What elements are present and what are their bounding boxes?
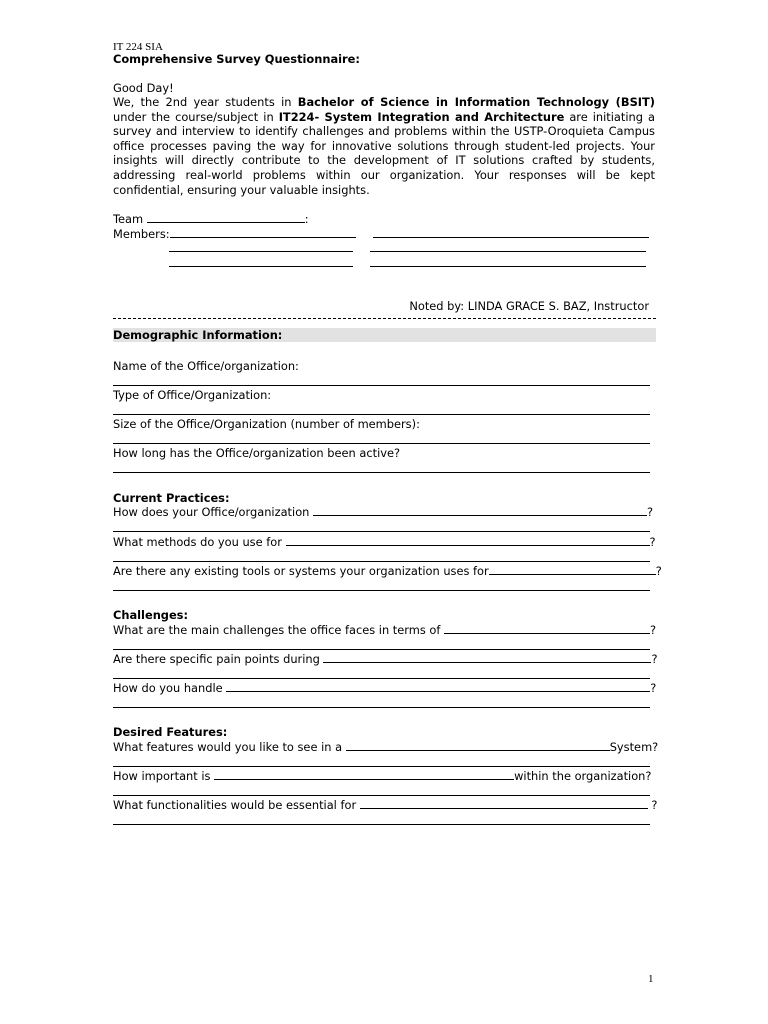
intro-text-e: are initiating a survey and interview to identify challenges and problems within the USTP-Oroquieta Campus office processes paving the way for innovative solutions through student-led projects. Your insights will directly contribute to the development of IT solutions crafted by students, addressing real-world problems within our organization. Your responses will be kept confidential, ensuring your valuable insights.: [113, 109, 655, 197]
practices-question-3: [113, 564, 662, 579]
dashed-separator: [113, 318, 656, 319]
features-question-2: [113, 769, 656, 784]
intro-text-a: We, the 2nd year students in: [113, 95, 298, 109]
member-field-6[interactable]: [370, 256, 646, 267]
answer-blank[interactable]: [360, 798, 648, 809]
question-mark: ?: [649, 535, 656, 549]
answer-line[interactable]: [113, 824, 650, 825]
demographic-question-2: Type of Office/Organization:: [113, 388, 272, 402]
answer-blank[interactable]: [444, 623, 650, 634]
demographic-question-1: Name of the Office/organization:: [113, 359, 299, 373]
answer-line[interactable]: [113, 766, 650, 767]
demographic-question-4: How long has the Office/organization been active?: [113, 446, 401, 460]
answer-line[interactable]: [113, 795, 650, 796]
member-field-1[interactable]: [170, 227, 356, 238]
challenges-question-3-text: How do you handle: [113, 681, 223, 695]
answer-blank[interactable]: [323, 652, 651, 663]
intro-program-name: Bachelor of Science in Information Technology (BSIT): [297, 95, 655, 109]
page-number: 1: [648, 973, 654, 985]
question-mark: ?: [651, 798, 658, 812]
features-question-2-text: How important is: [113, 769, 211, 783]
question-mark: ?: [647, 505, 654, 519]
features-question-3-text: What functionalities would be essential for: [113, 798, 357, 812]
features-question-2-suffix: within the organization?: [514, 769, 652, 783]
answer-line[interactable]: [113, 590, 650, 591]
challenges-heading: Challenges:: [113, 608, 189, 622]
members-row-1: [113, 227, 656, 242]
team-colon: :: [304, 212, 309, 226]
member-field-2[interactable]: [373, 227, 649, 238]
challenges-question-2: [113, 652, 656, 667]
member-field-3[interactable]: [169, 241, 353, 252]
practices-question-2-text: What methods do you use for: [113, 535, 282, 549]
features-question-1-text: What features would you like to see in a: [113, 740, 343, 754]
team-name-field[interactable]: [147, 212, 305, 223]
demographic-question-3: Size of the Office/Organization (number of members):: [113, 417, 420, 431]
answer-line[interactable]: [113, 531, 650, 532]
answer-line[interactable]: [113, 443, 650, 444]
course-code: IT 224 SIA: [113, 41, 163, 53]
practices-question-1-text: How does your Office/organization: [113, 505, 310, 519]
practices-question-3-text: Are there any existing tools or systems your organization uses for: [113, 564, 489, 578]
answer-blank[interactable]: [226, 681, 650, 692]
team-label: Team: [113, 212, 144, 226]
answer-blank[interactable]: [489, 564, 656, 575]
greeting: Good Day!: [113, 81, 174, 95]
challenges-question-1-text: What are the main challenges the office faces in terms of: [113, 623, 441, 637]
team-row: [113, 212, 656, 227]
answer-blank[interactable]: [286, 535, 650, 546]
question-mark: ?: [655, 564, 662, 578]
answer-blank[interactable]: [214, 769, 514, 780]
intro-text-c: under the course/subject in: [113, 109, 279, 124]
challenges-question-3: [113, 681, 656, 696]
noted-by: Noted by: LINDA GRACE S. BAZ, Instructor: [409, 299, 649, 313]
intro-paragraph: [113, 95, 655, 197]
answer-line[interactable]: [113, 561, 650, 562]
answer-line[interactable]: [113, 472, 650, 473]
challenges-question-1: [113, 623, 656, 638]
current-practices-heading: Current Practices:: [113, 491, 230, 505]
intro-subject-name: IT224- System Integration and Architecture: [278, 109, 565, 124]
features-question-3: [113, 798, 656, 813]
answer-blank[interactable]: [346, 740, 610, 751]
answer-line[interactable]: [113, 707, 650, 708]
answer-blank[interactable]: [313, 505, 647, 516]
features-question-1-suffix: System?: [609, 740, 659, 754]
page-title: Comprehensive Survey Questionnaire:: [113, 52, 360, 66]
desired-features-heading: Desired Features:: [113, 725, 228, 739]
answer-line[interactable]: [113, 414, 650, 415]
challenges-question-2-text: Are there specific pain points during: [113, 652, 320, 666]
member-field-4[interactable]: [370, 241, 646, 252]
answer-line[interactable]: [113, 385, 650, 386]
demographic-heading: Demographic Information:: [113, 328, 283, 342]
question-mark: ?: [650, 681, 657, 695]
answer-line[interactable]: [113, 649, 650, 650]
question-mark: ?: [651, 652, 658, 666]
features-question-1: [113, 740, 659, 755]
member-field-5[interactable]: [169, 256, 353, 267]
members-label: Members:: [113, 227, 170, 241]
question-mark: ?: [650, 623, 657, 637]
answer-line[interactable]: [113, 678, 650, 679]
practices-question-1: [113, 505, 656, 520]
practices-question-2: [113, 535, 656, 550]
